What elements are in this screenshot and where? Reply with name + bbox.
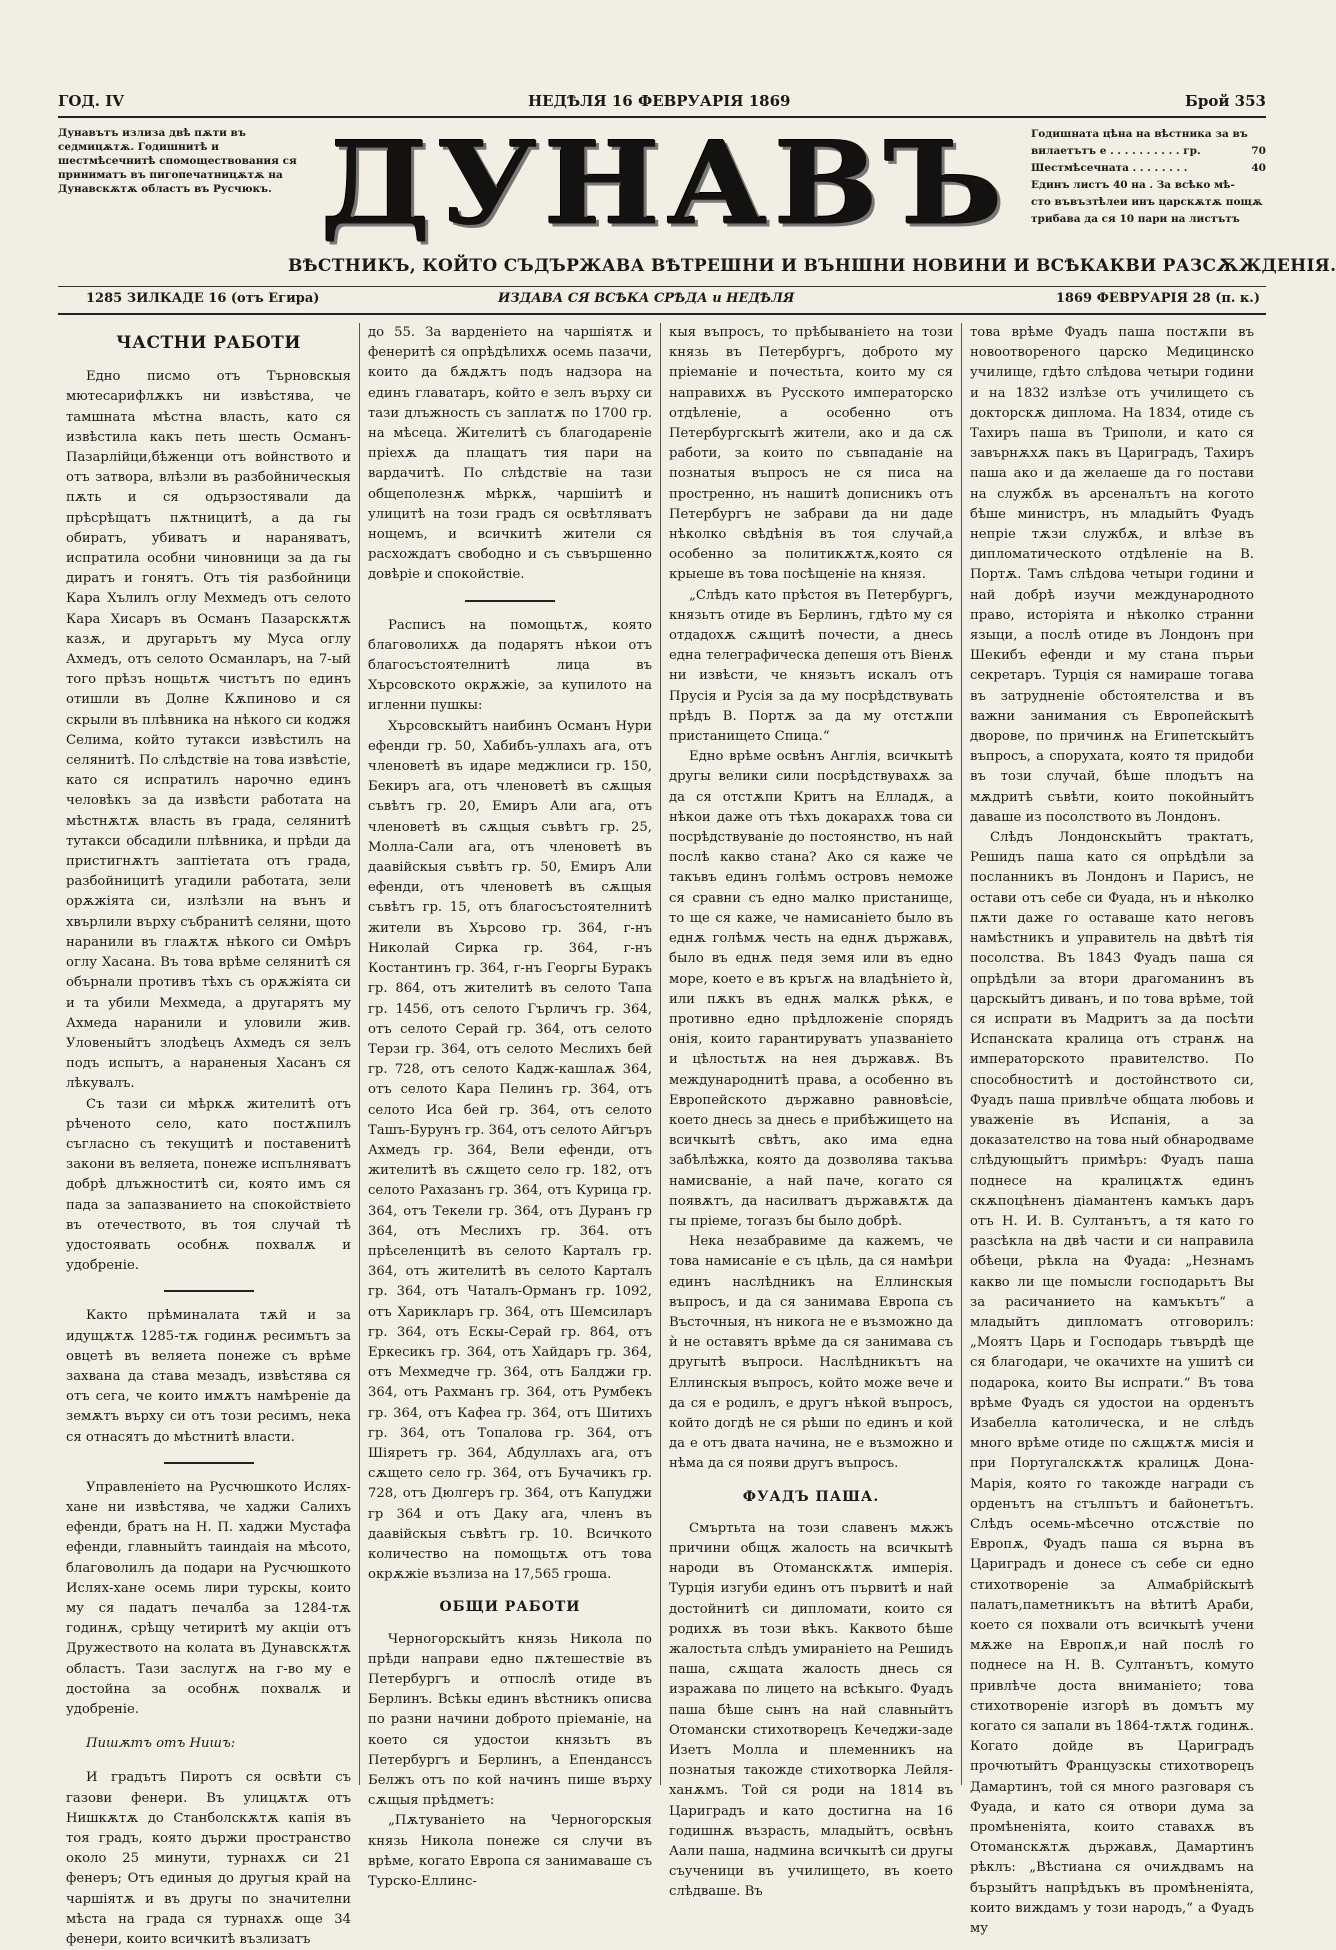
hijri-date: 1285 ЗИЛКАДЕ 16 (отъ Егира) bbox=[86, 291, 320, 306]
article-paragraph: Управленіето на Русчюшкото Ислях-хане ни извѣстява, че хаджи Салихъ ефенди, братъ на Н. П. хаджи Мустафа ефенди, главныйтъ таиндаія на мѣсото, благоволилъ да подари на Русчюшкото Ислях-хане осемь лири турскы, които му ся падатъ печалба за 1284-тѫ годинѫ, срѣщу четиритѣ му акціи отъ Дружеството на колата въ Дунавскѫтѫ областъ. Тази заслугѫ на г-во му е достойна за особнѫ похвалѫ и удобреніе. bbox=[66, 1479, 351, 1717]
article-paragraph: Смъртьта на този славенъ мѫжъ причини общѫ жалость на всичкытѣ народи въ Отоманскѫтѫ имперія. Турція изгуби единъ отъ първитѣ и най достойнитѣ си дипломати, които ся родихѫ въ този вѣкъ. Каквото бѣше жалостьта слѣдъ умираніето на Решидъ паша, сѫщата жалость днесь ся изражава по лицето на всѣкыго. Фуадъ паша бѣше сынъ на най славныйтъ Отомански стихотворецъ Кечеджи-заде Изетъ Молла и племенникъ на познатыя такожде стихотворка Лейля-ханѫмъ. Той ся роди на 1814 въ Цариградъ и като достигна на 16 годишнѫ възрасть, младыйтъ, освѣнъ Аали паша, надмина всичкытѣ си другы съученици въ училището, въ което слѣдваше. Въ bbox=[669, 1520, 953, 1900]
price-row: сто въвъзтѣлеи инъ царскѫтѫ пощѫ bbox=[1031, 196, 1263, 208]
section-heading-local: ЧАСТНИ РАБОТИ bbox=[116, 333, 301, 353]
article-paragraph: Съ тази си мѣркѫ жителитѣ отъ рѣченото село, като постѫпилъ съгласно съ текущитѣ и поставенитѣ закони въ веляета, понеже испълняватъ добрѣ длъжноститѣ си, която имъ ся пада за запазванието на спокойствіето въ отечеството, въ тоя случай тѣ удостоявать особнѫ похвалѫ и удобреніе. bbox=[66, 1096, 351, 1274]
article-paragraph: Черногорскыйтъ князь Никола по прѣди направи едно пѫтешествіе въ Петербургъ и отпослѣ отиде въ Берлинъ. Всѣкы единъ вѣстникъ описва по разни начини доброто пріеманіе, на което ся удостои князьтъ въ Петербургъ и Берлинъ, а Епенданссъ Белжъ отъ по кой начинъ пише върху сѫщыя прѣдметъ: bbox=[368, 1631, 652, 1809]
separator-rule bbox=[164, 1290, 254, 1292]
price-row: Шестмѣсечната . . . . . . . . 40 bbox=[1031, 162, 1266, 174]
newspaper-subtitle: ВѢСТНИКЪ, КОЙТО СЪДЪРЖАВА ВѢТРЕШНИ И ВЪНШНИ НОВИНИ И ВСѢКАКВИ РАЗСѪЖДЕНІЯ. bbox=[288, 256, 1336, 276]
section-heading-fuad: ФУАДЪ ПАША. bbox=[742, 1488, 880, 1505]
article-paragraph: Нека незабравиме да кажемъ, че това намисаніе е съ цѣль, да ся намѣри единъ наслѣдникъ на Еллинскыя въпросъ, и да ся занимава Европа съ Въсточныя, нъ никога не е възможно да ѝ не оставятъ врѣме да ся занимава съ другытѣ въпроси. Наслѣдникътъ на Еллинскыя въпросъ, който може вече и да ся е родилъ, е другъ нѣкой въпросъ, който догдѣ не ся рѣши по единъ и кой да е отъ двата начина, не е възможно и нѣма да ся появи другъ въпросъ. bbox=[669, 1234, 953, 1472]
price-row: Единъ листъ 40 на . За всѣко мѣ- bbox=[1031, 179, 1235, 191]
article-paragraph: „Пѫтуваніето на Черногорскыя князь Никола понеже ся случи въ врѣме, когато Европа ся занимаваше съ Турско-Еллинс- bbox=[368, 1813, 652, 1890]
price-box bbox=[1031, 126, 1266, 228]
article-paragraph: Расписъ на помощьтѫ, която благоволихѫ да подарятъ нѣкои отъ благосъстоятелнитѣ лица въ Хърсовското окрѫжіе, за купилото на игленни пушкы: bbox=[368, 617, 652, 714]
price-row: Годишната цѣна на вѣстника за въ bbox=[1031, 128, 1248, 140]
dispatch-heading: Пишѫтъ отъ Нишъ: bbox=[86, 1736, 236, 1752]
separator-rule bbox=[164, 1462, 254, 1464]
volume-year: ГОД. IV bbox=[58, 92, 124, 110]
price-row: трибава да ся 10 пари на листътъ bbox=[1031, 213, 1240, 225]
article-paragraph: Едно врѣме освѣнъ Англія, всичкытѣ другы велики сили посрѣдствувахѫ за да ся отстѫпи Критъ на Елладѫ, а нѣкои даже отъ тѣхъ докарахѫ това си посрѣдствуваніе до постоянство, нъ най послѣ какво стана? Ако ся каже че такъвъ единъ голѣмъ островъ неможе ся сравни съ едно малко пристанище, то ще ся каже, че намисаніето было въ еднѫ голѣмѫ честь на еднѫ държавѫ, было въ еднѫ педя земя или въ едно море, което е въ кръгѫ на владѣніето ѝ, или пѫкъ въ еднѫ малкѫ рѣкѫ, е противно едно прѣдложеніе спорядъ онія, които гарантируватъ упазваніето и цѣлостьтѫ на нея държавѫ. Въ международнитѣ права, а особенно въ Европейското държавно равновѣсіе, което днесь за днесь е прибѣжището на всичкытѣ свѣтъ, ако има една забѣлѣжка, която да дозволява такъва намисваніе, а най паче, когато ся появѫтъ, да насилватъ държавѫтѫ да гы пріеме, тогазъ бы было добрѣ. bbox=[669, 749, 953, 1229]
newspaper-title: ДУНАВЪ bbox=[320, 117, 1010, 252]
article-paragraph: до 55. За варденіето на чаршіятѫ и фенеритѣ ся опрѣдѣлихѫ осемь пазачи, които да бѫдѫтъ подъ надзора на единъ главатаръ, който е зелъ върху си тази длъжность съ заплатѫ по 1700 гр. на мѣсеца. Жителитѣ съ благодареніе пріехѫ да плащатъ тия пари на вардачитѣ. По слѣдствіе на тази общеполезнѫ мѣркѫ, чаршіитѣ и улицитѣ на този градъ ся освѣтляватъ нощемъ, и всичкитѣ жители ся расхождатъ свободно и съ съвършенно довѣріе и спокойствіе. bbox=[368, 325, 652, 583]
section-heading-general: ОБЩИ РАБОТИ bbox=[439, 1599, 581, 1616]
publication-schedule: ИЗДАВА СЯ ВСѢКА СРѢДА и НЕДѢЛЯ bbox=[498, 291, 795, 306]
publication-note: Дунавътъ излиза двѣ пѫти въ седмицѫтѫ. Годишнитѣ и шестмѣсечнитѣ спомоществования ся приниматъ въ пигопечатницѫтѫ на Дунавскѫтѫ областъ въ Русчюкъ. bbox=[58, 127, 297, 195]
dateline-bar bbox=[58, 286, 1266, 315]
column-1 bbox=[58, 323, 359, 1948]
masthead bbox=[58, 117, 1336, 286]
article-columns bbox=[58, 323, 1266, 1948]
top-line bbox=[58, 92, 1266, 114]
gregorian-date: 1869 ФЕВРУАРІЯ 28 (п. к.) bbox=[1055, 291, 1260, 306]
price-row: вилаетътъ е . . . . . . . . . . гр. 70 bbox=[1031, 145, 1266, 157]
article-paragraph: И градътъ Пиротъ ся освѣти съ газови фенери. Въ улицѫтѫ отъ Нишкѫтѫ до Станболскѫтѫ капія въ тоя градъ, която държи пространство около 25 минути, турнахѫ си 21 фенеръ; Отъ единыя до другыя край на чаршіятѫ и въ другы по значителни мѣста на града ся турнахѫ още 34 фенери, които всичкитѣ възлизатъ bbox=[66, 1770, 351, 1948]
article-paragraph: това врѣме Фуадъ паша постѫпи въ новоотвореного царско Медицинско училище, гдѣто слѣдова четыри години и на 1832 излѣзе отъ училището съ докторскѫ диплома. На 1834, отиде съ Тахиръ паша въ Триполи, и като ся завърнѫхѫ пакъ въ Цариградъ, Тахиръ паша ако и да желаеше да го постави на службѫ въ арсеналътъ на когото бѣше министръ, нъ младыйтъ Фуадъ непріе тѫзи службѫ, и влѣзе въ дипломатическото отдѣленіе на В. Портѫ. Тамъ слѣдова четыри години и най добрѣ изучи международното право, исторіята и нѣколко странни языци, а послѣ отиде въ Лондонъ при Шекибъ ефенди и му стана пърьи секретаръ. Турція ся намираше тогава въ затрудненіе обстоятелства и въ важни занимания съ Европейскытѣ дворове, по причинѫ на Египетскыйтъ въпросъ, а спорухата, която тя придоби въ този случай, бѣше плодътъ на мѫдритѣ съвѣти, които покойныйтъ даваше из посолството въ Лондонъ. bbox=[970, 325, 1254, 825]
column-3 bbox=[660, 323, 961, 1900]
article-paragraph: Както прѣминалата тѫй и за идущѫтѫ 1285-тѫ годинѫ ресимътъ за овцетѣ въ веляета понеже съ врѣме захвана да става мезадъ, извѣстява ся отъ сега, че които имѫтъ намѣреніе да земѫтъ върху си отъ този ресимъ, нека ся отнасятъ до мѣстнитѣ власти. bbox=[66, 1308, 351, 1445]
issue-number: Брой 353 bbox=[1185, 92, 1266, 110]
article-paragraph: кыя въпросъ, то прѣбываніето на този князь въ Петербургъ, доброто му пріеманіе и почестьта, които му ся направихѫ въ Русското императорско отдѣленіе, а особенно отъ Петербургскытѣ жители, ако и да сѫ работи, за които по съвпаданіе на познатыя въпросъ не ся писа на простренно, нъ нашитѣ дописникъ отъ Петербургъ не забрави да ни даде нѣколко свѣдѣнія въ тоя случай,а особенно за политикѫтѫ,която ся крыеше въ това посѣщеніе на князя. bbox=[669, 325, 953, 583]
article-paragraph: „Слѣдъ като прѣстоя въ Петербургъ, князьтъ отиде въ Берлинъ, гдѣто му ся отдадохѫ сѫщитѣ почести, а днесь една телеграфическа депешя отъ Віенѫ ни извѣсти, че князьтъ искалъ отъ Прусія и Русія за да му посрѣдствувать прѣдъ В. Портѫ за да му отстѫпи пристанището Спица.“ bbox=[669, 587, 953, 745]
column-4 bbox=[961, 323, 1262, 1937]
issue-date: НЕДѢЛЯ 16 ФЕВРУАРІЯ 1869 bbox=[528, 92, 791, 110]
article-paragraph: Хърсовскыйтъ наибинъ Османъ Нури ефенди гр. 50, Хабибъ-уллахъ ага, отъ членоветѣ въ идаре меджлиси гр. 150, Бекиръ ага, отъ членоветѣ въ сѫщыя съвѣтъ гр. 20, Емиръ Али ага, отъ членоветѣ въ сѫщыя съвѣтъ гр. 25, Молла-Сали ага, отъ членоветѣ въ даавійскыя съвѣтъ гр. 50, Емиръ Али ефенди, отъ членоветѣ въ сѫщыя съвѣтъ гр. 15, отъ благосъстоятелнитѣ жители въ Хърсово гр. 364, г-нъ Николай Сирка гр. 364, г-нъ Костантинъ гр. 364, г-нъ Георгы Буракъ гр. 864, отъ жителитѣ въ селото Тапа гр. 1456, отъ селото Гърличъ гр. 364, отъ селото Серай гр. 364, отъ селото Терзи гр. 364, отъ селото Меслихъ бей гр. 728, отъ селото Кадж-кашлаѫ 364, отъ селото Кара Пелинъ гр. 364, отъ селото Иса бей гр. 364, отъ селото Ташъ-Бурунъ гр. 364, отъ селото Айгъръ Ахмедъ гр. 364, Вели ефенди, отъ жителитѣ въ сѫщето село гр. 182, отъ селото Рахазанъ гр. 364, отъ Курица гр. 364, отъ Текели гр. 364, отъ Дуранъ гр 364, отъ Меслихъ гр. 364. отъ прѣселенцитѣ въ селото Карталъ гр. 364, отъ жителитѣ въ селото Карталъ гр. 364, отъ Чаталъ-Орманъ гр. 1092, отъ Харикларъ гр. 364, отъ Шемсиларъ гр. 364, отъ Ескы-Серай гр. 864, отъ Еркесикъ гр. 364, отъ Хайдаръ гр. 364, отъ Мехмедче гр. 364, отъ Балджи гр. 364, отъ Рахманъ гр. 364, отъ Румбекъ гр. 364, отъ Кафеа гр. 364, отъ Шитихъ гр. 364, отъ Топалова гр. 364, отъ Шіяретъ гр. 364, Абдуллахъ ага, отъ сѫщето село гр. 364, отъ Бучачикъ гр. 728, отъ Дюлгеръ гр. 364, отъ Капуджи гр 364 и отъ Даку ага, членъ въ даавійскыя съвѣтъ гр. 10. Всичкото количество на помощьтѫ отъ това окрѫжіе възлиза на 17,565 гроша. bbox=[368, 718, 652, 1583]
separator-rule bbox=[465, 600, 555, 602]
article-paragraph: Слѣдъ Лондонскыйтъ трактатъ, Решидъ паша като ся опрѣдѣли за посланникъ въ Лондонъ и Парисъ, не остави отъ себе си Фуада, нъ и нѣколко пѫти даже го оставаше като неговъ намѣстникъ и управитель на двѣтѣ тія посолства. Въ 1843 Фуадъ паша ся опрѣдѣли за втори драгоманинъ въ царскыйтъ диванъ, и по това врѣме, той ся испрати въ Мадритъ за да посѣти Испанската кралица отъ странѫ на императорското правителство. По способноститѣ и достойнството си, Фуадъ паша привлѣче общата любовь и уваженіе въ Испанія, а за доказателство на това ный обнародваме слѣдующыйтъ примѣръ: Фуадъ паша поднесе на кралицѫтѫ единъ скѫпоцѣненъ діамантенъ камъкъ даръ отъ Н. И. В. Султанътъ, а тя като го разсѣкла на двѣ части и си направила обѣеци, рѣкла на Фуада: „Незнамъ какво ли ще помысли господарьтъ Вы за расичанието на камъкътъ“ а младыйтъ дипломатъ отговорилъ: „Моятъ Царь и Господарь тъвърдѣ ще ся благодари, че окачихте на ушитѣ си подарока, които Вы испрати.“ Въ това врѣме Фуадъ ся удостои на орденътъ Изабелла католическа, и не слѣдъ много врѣме отиде по сѫщѫтѫ мисія и при Португалскѫтѫ кралицѫ Дона-Марія, която го такожде награди съ орденътъ на стълпътъ и байонетътъ. Слѣдъ осемь-мѣсечно отсѫствіе по Европѫ, Фуадъ паша ся върна въ Цариградъ и донесе съ себе си едно стихотвореніе за Алмабрійскытѣ палатъ,паметникътъ на вѣтитѣ Араби, което ся похвали отъ всичкытѣ учени мѫже на Европѫ,и най послѣ го поднесе на Н. В. Султанътъ, комуто привлѣче доста вниманіето; това стихотвореніе изгорѣ въ домътъ му когато ся запали въ 1864-тѫтѫ годинѫ. Когато дойде въ Цариградъ прочютыйтъ Французскы стихотворецъ Дамартинъ, той ся много разговаря съ Фуада, и като ся отвори дума за промѣненіята, които ставахѫ въ Отоманскѫтѫ държавѫ, Дамартинъ рѣклъ: „Вѣстиана ся очиѫдвамъ на бързыйтъ напрѣдъкъ въ промѣненіята, които виждамъ у този народъ,“ а Фуадъ му bbox=[970, 830, 1254, 1937]
column-2 bbox=[359, 323, 660, 1890]
article-paragraph: Едно писмо отъ Търновскыя мютесарифлѫкъ ни извѣстява, че тамшната мѣстна власть, като ся извѣстила какъ петь шесть Османъ-Пазарлійци,бѣженци отъ войнството и отъ затвора, влѣзли въ разбойническыя пѫть и ся одързостявали да прѣсрѣщатъ пѫтницитѣ, а да гы обиратъ, убиватъ и нараняватъ, испратила особни чиновници за да гы диратъ и гонятъ. Отъ тія разбойници Кара Хълилъ оглу Мехмедъ отъ селото Кара Хисаръ въ Османъ Пазарскѫтѫ казѫ, и другарьтъ му Муса оглу Ахмедъ, отъ селото Османларъ, на 7-ый того прѣзъ нощьтѫ чистътъ по единъ отишли въ Долне Кѫпиново и ся скрыли въ плѣвника на нѣкого си коджя Селима, който тутакси извѣстилъ на селянитѣ. По слѣдствіе на това извѣстіе, като ся испратилъ нарочно единъ человѣкъ за да извѣсти работата на мѣстнѫтѫ власть въ града, селянитѣ тутакси обсадили плѣвника, и прѣди да пристигнѫтъ заптіетата отъ града, разбойницитѣ угадили работата, зели орѫжіята си, излѣзли на вънъ и хвърлили върху събранитѣ селяни, щото наранили въ глаѫтѫ нѣкого си Омѣръ оглу Хасана. Въ това врѣме селянитѣ ся обърнали противъ тѣхъ съ орѫжіята си и та убили Мехмеда, а другарятъ му Ахмеда наранили и уловили жив. Уловеныйтъ злодѣецъ Ахмедъ ся зелъ подъ испытъ, а нараненыя Хасанъ ся лѣкувалъ. bbox=[66, 369, 351, 1092]
